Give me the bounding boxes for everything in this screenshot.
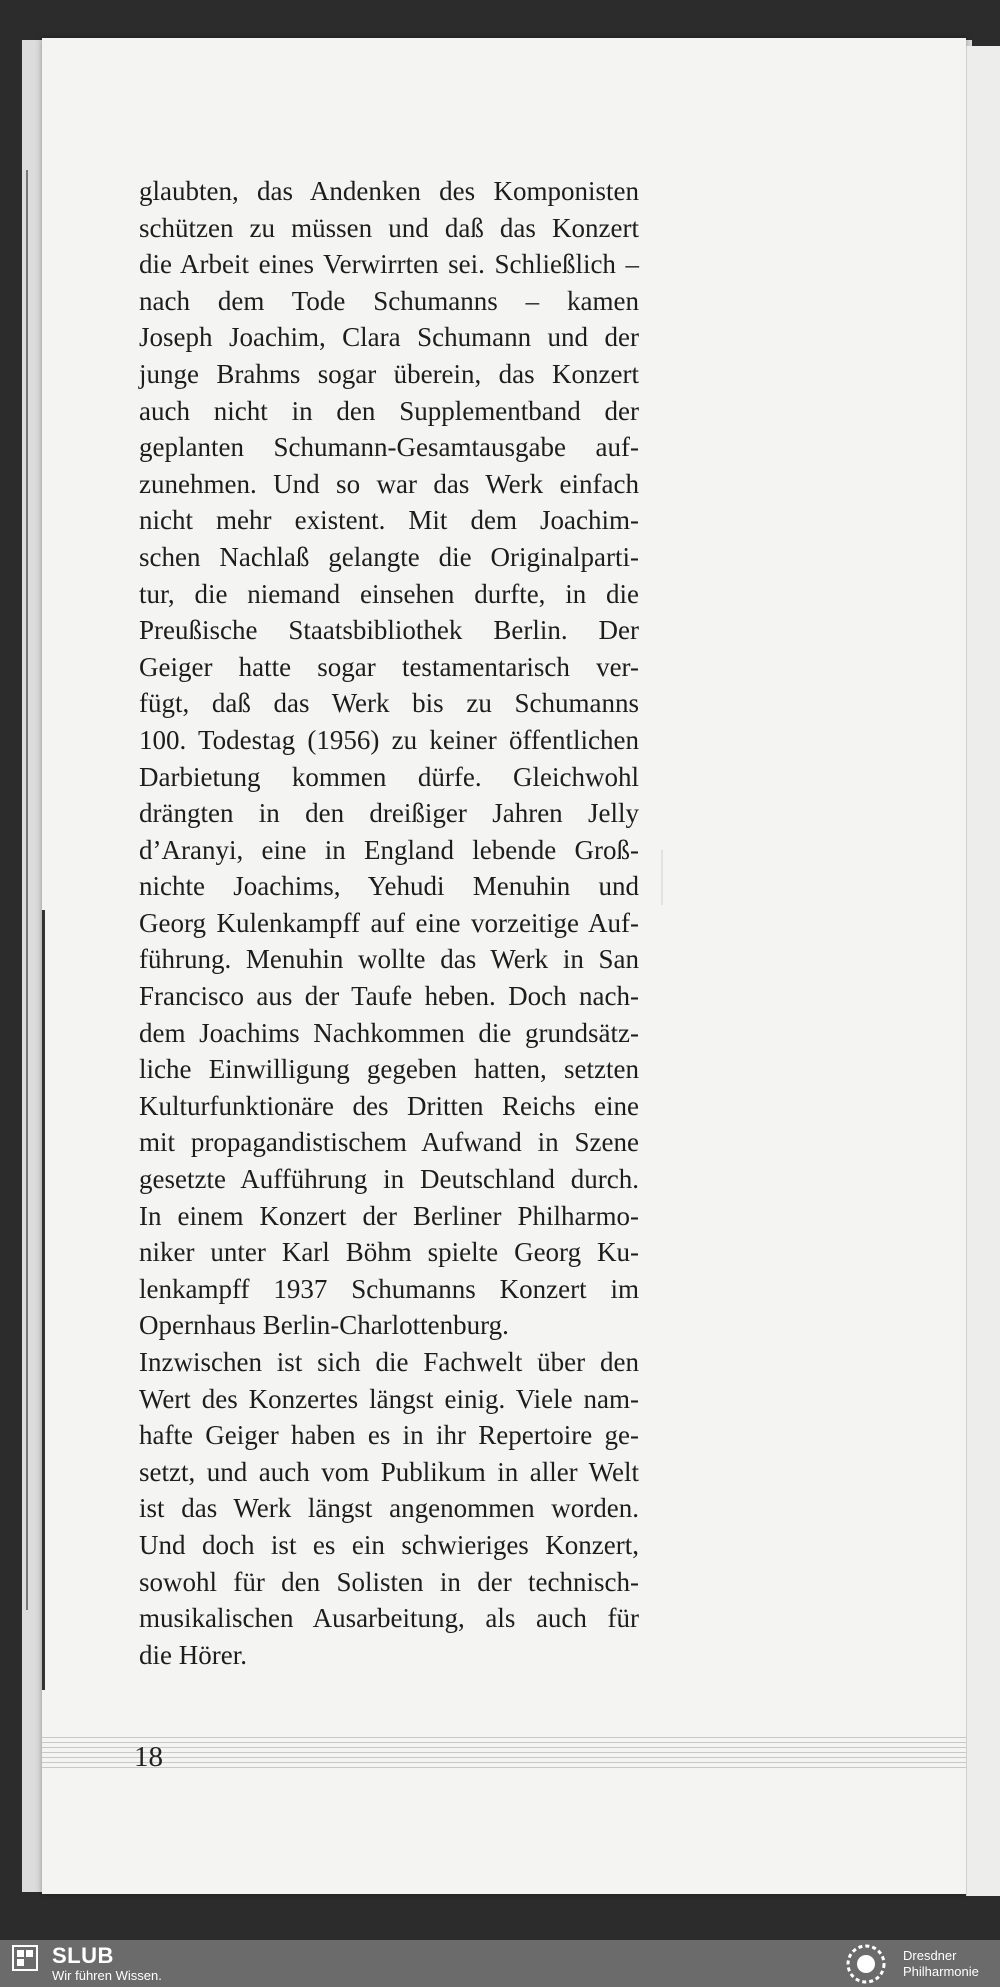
text-line: glaubten, das Andenken des Komponisten (139, 176, 639, 206)
page-number: 18 (134, 1741, 163, 1773)
text-line: d’Aranyi, eine in England lebende Groß- (139, 834, 639, 865)
text-line: Darbietung kommen dürfe. Gleichwohl (139, 761, 639, 792)
text-line: gesetzte Aufführung in Deutschland durch. (139, 1164, 639, 1195)
text-line: musikalischen Ausarbeitung, als auch für (139, 1603, 639, 1634)
text-line: nicht mehr existent. Mit dem Joachim- (139, 505, 639, 536)
text-line: mit propagandistischem Aufwand in Szene (139, 1127, 639, 1158)
text-line: sowohl für den Solisten in der technisch- (139, 1566, 639, 1597)
partner-name-line1[interactable]: Dresdner (903, 1948, 957, 1963)
text-line: drängten in den dreißiger Jahren Jelly (139, 798, 639, 829)
body-paragraph (139, 173, 639, 1673)
partner-name-line2[interactable]: Philharmonie (903, 1964, 979, 1979)
spine-shadow-line (42, 910, 45, 1690)
showthrough-divider (661, 850, 663, 905)
text-line: tur, die niemand einsehen durfte, in die (139, 578, 639, 609)
text-line: geplanten Schumann-Gesamtausgabe auf- (139, 432, 639, 463)
next-page-edge (966, 46, 1000, 1896)
text-line: führung. Menuhin wollte das Werk in San (139, 944, 639, 975)
text-line: nach dem Tode Schumanns – kamen (139, 285, 639, 316)
text-line: zunehmen. Und so war das Werk einfach (139, 468, 639, 499)
text-line: Wert des Konzertes längst einig. Viele nam- (139, 1383, 639, 1414)
footer-rules (42, 1737, 966, 1781)
body-text (139, 173, 639, 1673)
text-line: die Hörer. (139, 1639, 247, 1670)
text-line: ist das Werk längst angenommen worden. (139, 1493, 639, 1524)
text-line: Opernhaus Berlin-Charlottenburg. (139, 1310, 509, 1341)
text-line: fügt, daß das Werk bis zu Schumanns (139, 688, 639, 719)
text-line: junge Brahms sogar überein, das Konzert (139, 358, 639, 389)
text-line: setzt, und auch vom Publikum in aller Welt (139, 1456, 639, 1487)
text-line: nichte Joachims, Yehudi Menuhin und (139, 871, 639, 902)
text-line: liche Einwilligung gegeben hatten, setzten (139, 1054, 639, 1085)
spine-edge (26, 170, 28, 1610)
text-line: schen Nachlaß gelangte die Originalparti- (139, 541, 639, 572)
text-line: Geiger hatte sogar testamentarisch ver- (139, 651, 639, 682)
dresdner-philharmonie-logo-icon (842, 1942, 890, 1986)
text-line: lenkampff 1937 Schumanns Konzert im (139, 1273, 639, 1304)
text-line: Inzwischen ist sich die Fachwelt über den (139, 1347, 639, 1377)
text-line: Preußische Staatsbibliothek Berlin. Der (139, 615, 639, 646)
text-line: Francisco aus der Taufe heben. Doch nach- (139, 981, 639, 1012)
text-line: Kulturfunktionäre des Dritten Reichs eine (139, 1090, 639, 1121)
viewer-footer-bar (0, 1940, 1000, 1987)
text-line: Georg Kulenkampff auf eine vorzeitige Auf- (139, 907, 639, 938)
text-line: hafte Geiger haben es in ihr Repertoire ge- (139, 1420, 639, 1451)
text-line: 100. Todestag (1956) zu keiner öffentlichen (139, 724, 639, 755)
text-line: Und doch ist es ein schwieriges Konzert, (139, 1529, 639, 1560)
text-line: In einem Konzert der Berliner Philharmo- (139, 1200, 639, 1231)
slub-logo-icon (12, 1945, 38, 1971)
slub-tagline: Wir führen Wissen. (52, 1968, 162, 1983)
text-line: dem Joachims Nachkommen die grundsätz- (139, 1017, 639, 1048)
slub-name[interactable]: SLUB (52, 1943, 114, 1968)
text-line: niker unter Karl Böhm spielte Georg Ku- (139, 1237, 639, 1268)
text-line: schützen zu müssen und daß das Konzert (139, 212, 639, 243)
text-line: auch nicht in den Supplementband der (139, 395, 639, 426)
text-line: die Arbeit eines Verwirrten sei. Schließlich – (139, 249, 639, 280)
text-line: Joseph Joachim, Clara Schumann und der (139, 322, 639, 353)
